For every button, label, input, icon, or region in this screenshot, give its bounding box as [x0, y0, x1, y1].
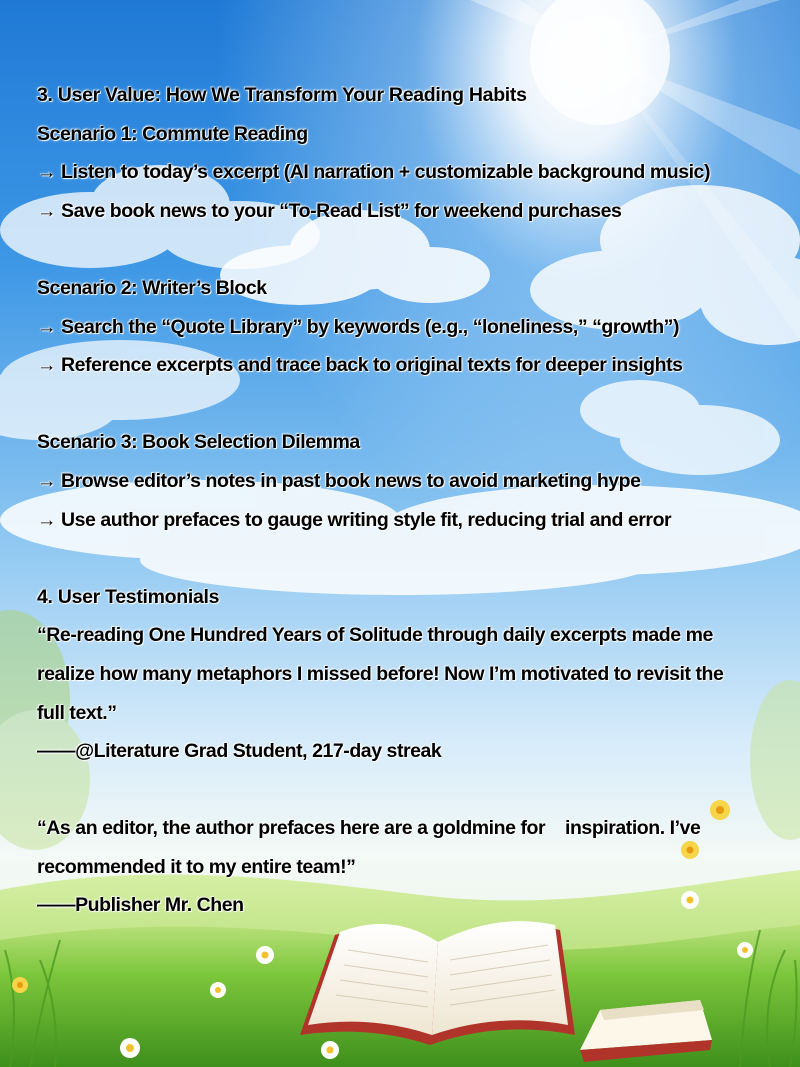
- testimonial-quote-line: full text.”: [37, 701, 117, 724]
- scenario-title: Scenario 3: Book Selection Dilemma: [37, 431, 360, 454]
- section-testimonials: [37, 578, 777, 925]
- scenario-1: [37, 115, 777, 231]
- section-user-value: [37, 76, 777, 539]
- scenario-point: → Search the “Quote Library” by keywords (e.g., “loneliness,” “growth”): [37, 315, 680, 338]
- testimonial-attribution: ——Publisher Mr. Chen: [37, 894, 244, 917]
- section-heading-user-value: 3. User Value: How We Transform Your Reading Habits: [37, 84, 527, 106]
- spacer: [37, 539, 777, 578]
- scenario-point: → Browse editor’s notes in past book news to avoid marketing hype: [37, 469, 641, 492]
- scenario-point: → Listen to today’s excerpt (AI narration + customizable background music): [37, 161, 710, 184]
- document-content: [37, 76, 777, 925]
- testimonial-quote-line: realize how many metaphors I missed before! Now I’m motivated to revisit the: [37, 662, 724, 685]
- testimonial-quote-line: “Re-reading One Hundred Years of Solitude through daily excerpts made me: [37, 624, 713, 647]
- testimonial-quote-line: recommended it to my entire team!”: [37, 855, 356, 878]
- scenario-point: → Use author prefaces to gauge writing style fit, reducing trial and error: [37, 508, 672, 531]
- spacer: [37, 230, 777, 269]
- scenario-point: → Reference excerpts and trace back to original texts for deeper insights: [37, 354, 683, 377]
- scenario-point: → Save book news to your “To-Read List” for weekend purchases: [37, 199, 622, 222]
- section-heading-testimonials: 4. User Testimonials: [37, 585, 220, 608]
- testimonial-attribution: ——@Literature Grad Student, 217-day streak: [37, 740, 442, 763]
- testimonial-quote-line: “As an editor, the author prefaces here are a goldmine for inspiration. I’ve: [37, 817, 701, 840]
- scenario-title: Scenario 1: Commute Reading: [37, 122, 308, 145]
- scenario-3: [37, 423, 777, 539]
- scenario-2: [37, 269, 777, 385]
- testimonial-1: [37, 616, 777, 770]
- spacer: [37, 771, 777, 810]
- testimonial-2: [37, 809, 777, 925]
- spacer: [37, 385, 777, 424]
- scenario-title: Scenario 2: Writer’s Block: [37, 276, 267, 299]
